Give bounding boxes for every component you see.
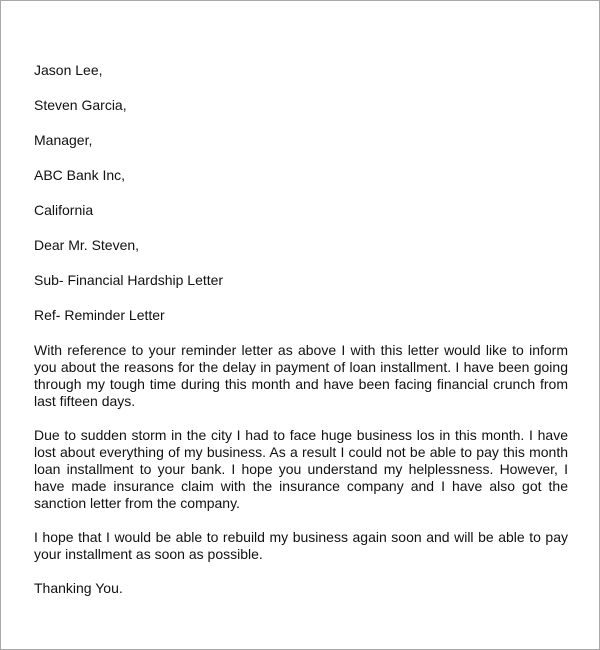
- company-name: ABC Bank Inc,: [34, 167, 126, 183]
- letter-body: [34, 62, 568, 615]
- sender-name: Jason Lee,: [34, 62, 103, 78]
- paragraph-hope: I hope that I would be able to rebuild my business again soon and will be able to pay your installment as soon as possible.: [34, 529, 568, 562]
- reference-line: Ref- Reminder Letter: [34, 307, 165, 323]
- recipient-name: Steven Garcia,: [34, 97, 127, 113]
- paragraph-reason: With reference to your reminder letter as above I with this letter would like to inform you about the reasons for the delay in payment of loan installment. I have been going through my tough time during this month and have been facing financial crunch from last fifteen days.: [34, 342, 568, 409]
- recipient-title: Manager,: [34, 132, 93, 148]
- location: California: [34, 202, 94, 218]
- paragraph-storm: Due to sudden storm in the city I had to face huge business los in this month. I have lost about everything of my business. As a result I could not be able to pay this month loan installment to your bank. I hope you understand my helplessness. However, I have made insurance claim with the insurance company and I have also got the sanction letter from the company.: [34, 427, 568, 511]
- salutation: Dear Mr. Steven,: [34, 237, 140, 253]
- subject-line: Sub- Financial Hardship Letter: [34, 272, 224, 288]
- closing: Thanking You.: [34, 580, 123, 596]
